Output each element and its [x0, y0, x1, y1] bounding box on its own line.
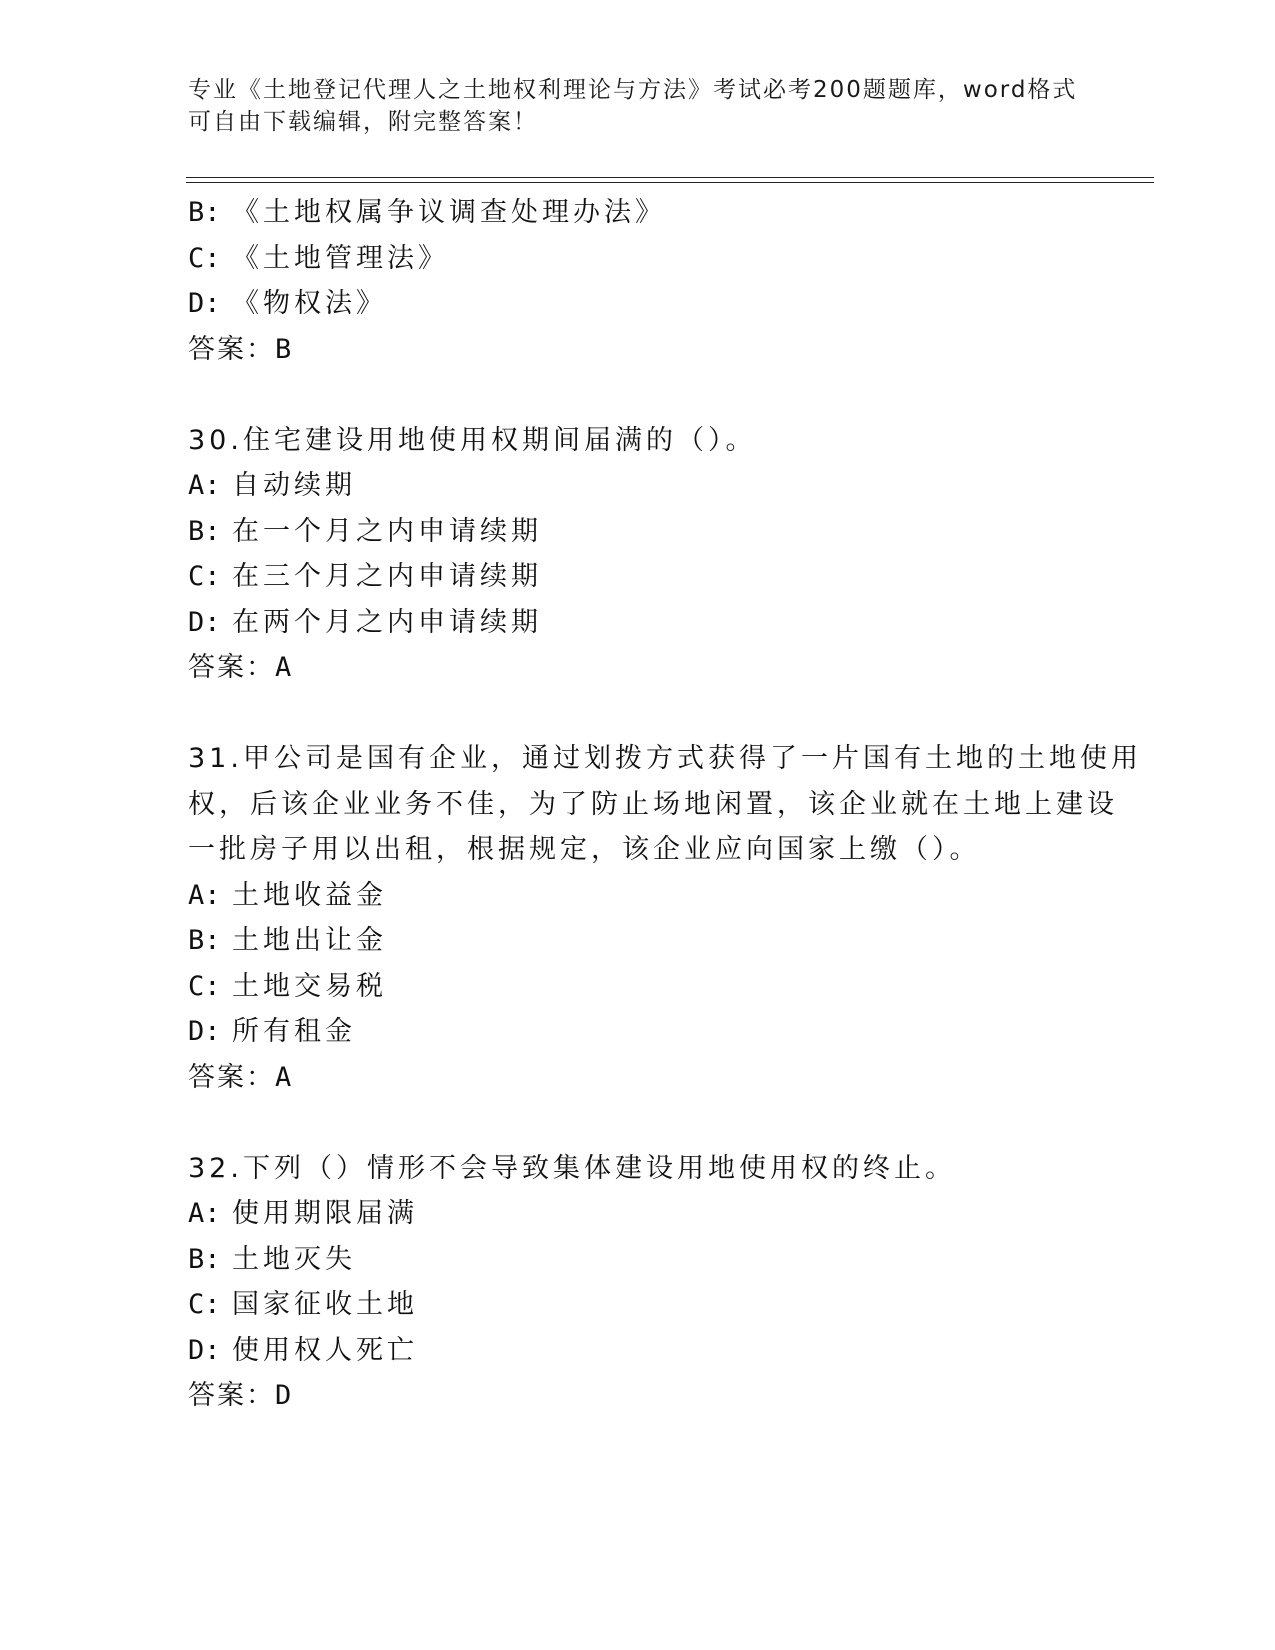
option-text: 土地灭失	[232, 1243, 356, 1275]
option-d	[188, 1009, 1088, 1055]
spacer	[188, 691, 1088, 737]
question-stem-line-3: 一批房子用以出租，根据规定，该企业应向国家上缴（）。	[188, 834, 981, 865]
option-text: 使用权人死亡	[232, 1334, 418, 1366]
option-key: B:	[188, 197, 221, 228]
option-d	[188, 281, 1088, 327]
option-key: A:	[188, 470, 221, 501]
option-text: 土地出让金	[232, 925, 387, 956]
option-text: 《物权法》	[232, 288, 387, 319]
option-key: B:	[188, 515, 221, 547]
answer-line	[188, 1373, 1088, 1419]
header-divider-top	[186, 177, 1154, 178]
question-stem-line-1: 31.甲公司是国有企业，通过划拨方式获得了一片国有土地的土地使用	[188, 743, 1142, 774]
page-header	[188, 74, 1088, 138]
option-key: C:	[188, 1289, 221, 1320]
question-block-32	[188, 1146, 1088, 1419]
option-key: A:	[188, 1198, 221, 1229]
option-text: 土地交易税	[232, 970, 387, 1002]
answer-line	[188, 1055, 1088, 1101]
answer-line	[188, 645, 1088, 691]
answer-line	[188, 327, 1088, 373]
option-text: 土地收益金	[232, 879, 387, 911]
header-divider-bottom	[186, 182, 1154, 183]
option-text: 国家征收土地	[232, 1289, 418, 1320]
option-b	[188, 190, 1088, 236]
option-key: D:	[188, 606, 221, 638]
option-b	[188, 1237, 1088, 1283]
option-key: D:	[188, 288, 221, 319]
answer-label: 答案：	[188, 1380, 275, 1411]
question-stem-line-2: 权，后该企业业务不佳，为了防止场地闲置，该企业就在土地上建设	[188, 788, 1118, 820]
option-key: D:	[188, 1334, 221, 1366]
question-stem: 30.住宅建设用地使用权期间届满的（）。	[188, 424, 757, 456]
option-text: 《土地权属争议调查处理办法》	[232, 197, 666, 228]
option-c	[188, 554, 1088, 600]
option-text: 在三个月之内申请续期	[232, 561, 542, 592]
question-block-31	[188, 736, 1142, 1100]
question-stem: 32.下列（）情形不会导致集体建设用地使用权的终止。	[188, 1152, 956, 1184]
answer-label: 答案：	[188, 333, 275, 365]
header-line-2: 可自由下载编辑，附完整答案！	[188, 109, 538, 135]
option-text: 所有租金	[232, 1016, 356, 1047]
answer-value: A	[275, 1061, 292, 1093]
answer-label: 答案：	[188, 1061, 275, 1093]
option-text: 在两个月之内申请续期	[232, 606, 542, 638]
option-key: C:	[188, 970, 221, 1002]
answer-value: A	[275, 652, 292, 683]
option-text: 使用期限届满	[232, 1198, 418, 1229]
option-key: C:	[188, 561, 221, 592]
option-key: B:	[188, 1243, 221, 1275]
spacer	[188, 1100, 1088, 1146]
option-b	[188, 509, 1088, 555]
option-d	[188, 1328, 1088, 1374]
option-c	[188, 964, 1088, 1010]
option-b	[188, 918, 1088, 964]
option-a	[188, 1191, 1088, 1237]
question-block-continued	[188, 190, 1088, 372]
header-line-1: 专业《土地登记代理人之土地权利理论与方法》考试必考200题题库，word格式	[188, 77, 1078, 103]
option-a	[188, 873, 1088, 919]
question-block-30	[188, 418, 1088, 691]
question-content	[188, 190, 1142, 1419]
option-key: D:	[188, 1016, 221, 1047]
option-key: C:	[188, 242, 221, 274]
spacer	[188, 372, 1088, 418]
option-text: 《土地管理法》	[232, 242, 449, 274]
option-d	[188, 600, 1088, 646]
answer-value: D	[275, 1380, 292, 1411]
option-key: B:	[188, 925, 221, 956]
answer-label: 答案：	[188, 652, 275, 683]
option-text: 在一个月之内申请续期	[232, 515, 542, 547]
option-c	[188, 236, 1088, 282]
option-text: 自动续期	[232, 470, 356, 501]
option-a	[188, 463, 1088, 509]
option-key: A:	[188, 879, 221, 911]
answer-value: B	[275, 333, 292, 365]
option-c	[188, 1282, 1088, 1328]
